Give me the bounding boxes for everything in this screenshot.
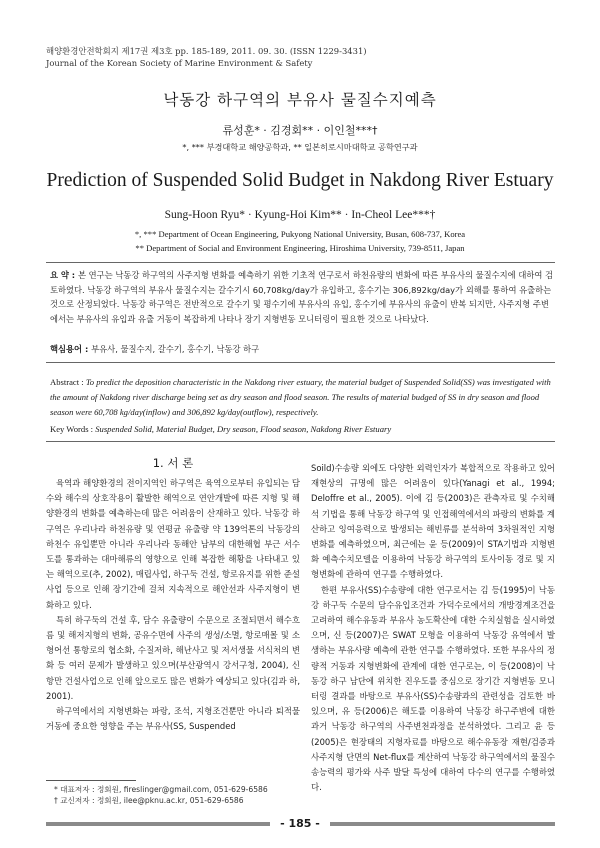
footnote-corresponding: * 대표저자 : 정회원, fireslinger@gmail.com, 051-629-6586 [54,785,268,794]
abstract-kr [50,268,554,327]
title-en: Prediction of Suspended Solid Budget in Nakdong River Estuary [46,170,554,191]
page-number: - 185 - [270,817,330,830]
divider-middle [46,362,555,363]
abstract-kr-label: 요 약 : [50,270,79,280]
body-paragraph: Soild)수송량 외에도 다양한 외력인자가 복합적으로 작용하고 있어 재현상의 규명에 많은 어려움이 있다(Yanagi et al., 1994; Deloffre et al., 2005). 이에 김 등(2003)은 관측자료 및 수치해석 기법을 통해 낙동강 하구역 및 인접해역에서의 파랑의 변화를 계산하고 잉여응력으로 발생되는 해빈류를 분석하여 3차원적인 지형변화를 예측하였으며, 최근에는 윤 등(2009)이 STA기법과 지형변화 예측수치모델을 이용하여 낙동강 하구역의 토사이동 경로 및 지형변화에 관하여 연구를 수행하였다. [311,463,555,580]
keywords-en [50,424,554,434]
footnote-divider [46,780,136,781]
keywords-kr [50,343,554,355]
keywords-en-text: Suspended Solid, Material Budget, Dry season, Flood season, Nakdong River Estuary [95,424,392,434]
journal-name-en: Journal of the Korean Society of Marine Environment & Safety [46,58,313,68]
affiliation-en-2: ** Department of Social and Environment Engineering, Hiroshima University, 739-8511, Japan [135,243,465,253]
body-column-right [311,461,555,795]
keywords-en-label: Key Words : [50,424,96,434]
abstract-kr-text: 본 연구는 낙동강 하구역의 사주지형 변화를 예측하기 위한 기초적 연구로서 하천유량의 변화에 따른 부유사의 물질수지에 대하여 검토하였다. 낙동강 하구역의 부유사 물질수지는 갈수기시 60,708kg/day가 유입하고, 홍수기는 306,892kg/day가 외해를 통하여 유출하는 것으로 산정되었다. 낙동강 하구역은 전반적으로 갈수기 및 평수기에 부유사의 유입, 홍수기에 부유사의 유출이 반복 되지만, 사주지형 주변에서는 부유사의 유입과 유출 거동이 복잡하게 나타나 장기 지형변동 모니터링이 필요한 것으로 나타났다. [50,270,554,325]
journal-header [46,45,367,69]
abstract-en [50,375,554,420]
keywords-kr-text: 부유사, 물질수지, 갈수기, 홍수기, 낙동강 하구 [91,344,260,354]
body-column-left [46,476,300,734]
divider-bottom [46,441,555,442]
body-paragraph: 특히 하구둑의 건설 후, 담수 유출량이 수문으로 조절되면서 해수흐름 및 해저지형의 변화, 공유수면에 사주의 생성/소멸, 항로매몰 및 소형어선 통항로의 협소화, 수질저하, 해난사고 및 저서생물 서식처의 변화 등 여러 문제가 발생하고 있으며(부산광역시 강서구청, 2004), 신항만 건설사업으로 인해 앞으로도 많은 변화가 예상되고 있다(김과 하, 2001). [46,614,300,701]
footnote-contact: † 교신저자 : 정회원, ilee@pknu.ac.kr, 051-629-6586 [54,796,244,805]
abstract-en-label: Abstract : [50,377,86,387]
body-paragraph: 한편 부유사(SS)수송량에 대한 연구로서는 김 등(1995)이 낙동강 하구둑 수문의 담수유입조건과 가덕수로에서의 개방경계조건을 고려하여 해수유동과 부유사 농도확산에 대한 수치실험을 실시하였으며, 신 등(2007)은 SWAT 모형을 이용하여 낙동강 유역에서 발생하는 부유사량 예측에 관한 연구를 수행하였다. 또한 부유사의 정량적 거동과 지형변화에 관계에 대한 연구로는, 이 등(2008)이 낙동강 하구 남단에 위치한 진우도를 중심으로 장기간 지형변동 모니터링 결과를 바탕으로 부유사(SS)수송량과의 관련성을 검토한 바 있으며, 유 등(2006)은 해도를 이용하여 낙동강 하구주변에 대한 과거 낙동강 하구역의 사주변천과정을 분석하였다. 그리고 윤 등(2005)은 현장태의 지형자료를 바탕으로 해수유동장 재현/검증과 사주지형 단면의 Net-flux를 계산하여 낙동강 하구역에서의 물질수송능력의 평가와 사주 발달 특성에 대하여 다수의 연구를 수행하였다. [311,584,555,793]
page-number-wrap [0,817,600,830]
affiliation-kr: *, *** 부경대학교 해양공학과, ** 일본히로시마대학교 공학연구과 [182,142,418,152]
body-paragraph: 육역과 해양환경의 전이지역인 하구역은 육역으로부터 유입되는 담수와 해수의 상호작용이 활발한 해역으로 연안개발에 따른 지형 및 해양환경의 변화를 예측하는데 많은 어려움이 산재하고 있다. 낙동강 하구역은 우리나라 하천유량 및 연평균 유출량 약 139억톤의 낙동강의 하천수 유입뿐만 아니라 우리나라 동해안 남부의 대한해협 부근 서수도를 통과하는 대마해류의 영향으로 인해 복잡한 해황을 나타내고 있는 해역으로(추, 2002), 매립사업, 하구둑 건설, 항로유지를 위한 준설사업 등으로 인해 장기간에 걸쳐 지속적으로 해안선과 사주지형이 변화하고 있다. [46,478,300,610]
authors-kr: 류성훈* · 김경회** · 이인철***† [222,124,378,137]
divider-top [46,262,555,263]
section-title: 1. 서 론 [152,456,194,470]
journal-citation-kr: 해양환경안전학회지 제17권 제3호 pp. 185-189, 2011. 09. 30. (ISSN 1229-3431) [46,46,367,56]
body-paragraph: 하구역에서의 지형변화는 파랑, 조석, 지형조건뿐만 아니라 퇴적물 거동에 중요한 영향을 주는 부유사(SS, Suspended [46,706,300,732]
affiliation-en-1: *, *** Department of Ocean Engineering, Pukyong National University, Busan, 608-737, Korea [134,229,466,239]
abstract-en-text: To predict the deposition characteristic in the Nakdong river estuary, the material budget of Suspended Solid(SS) was investigated with the amount of Nakdong river discharge being set as dry season and flood season. The results of material budged of SS in dry season and flood season were 60,708 kg/day(inflow) and 306,892 kg/day(outflow), respectively. [50,377,551,417]
keywords-kr-label: 핵심용어 : [50,344,92,354]
title-kr: 낙동강 하구역의 부유사 물질수지예측 [163,91,437,109]
authors-en: Sung-Hoon Ryu* · Kyung-Hoi Kim** · In-Cheol Lee***† [164,209,436,221]
